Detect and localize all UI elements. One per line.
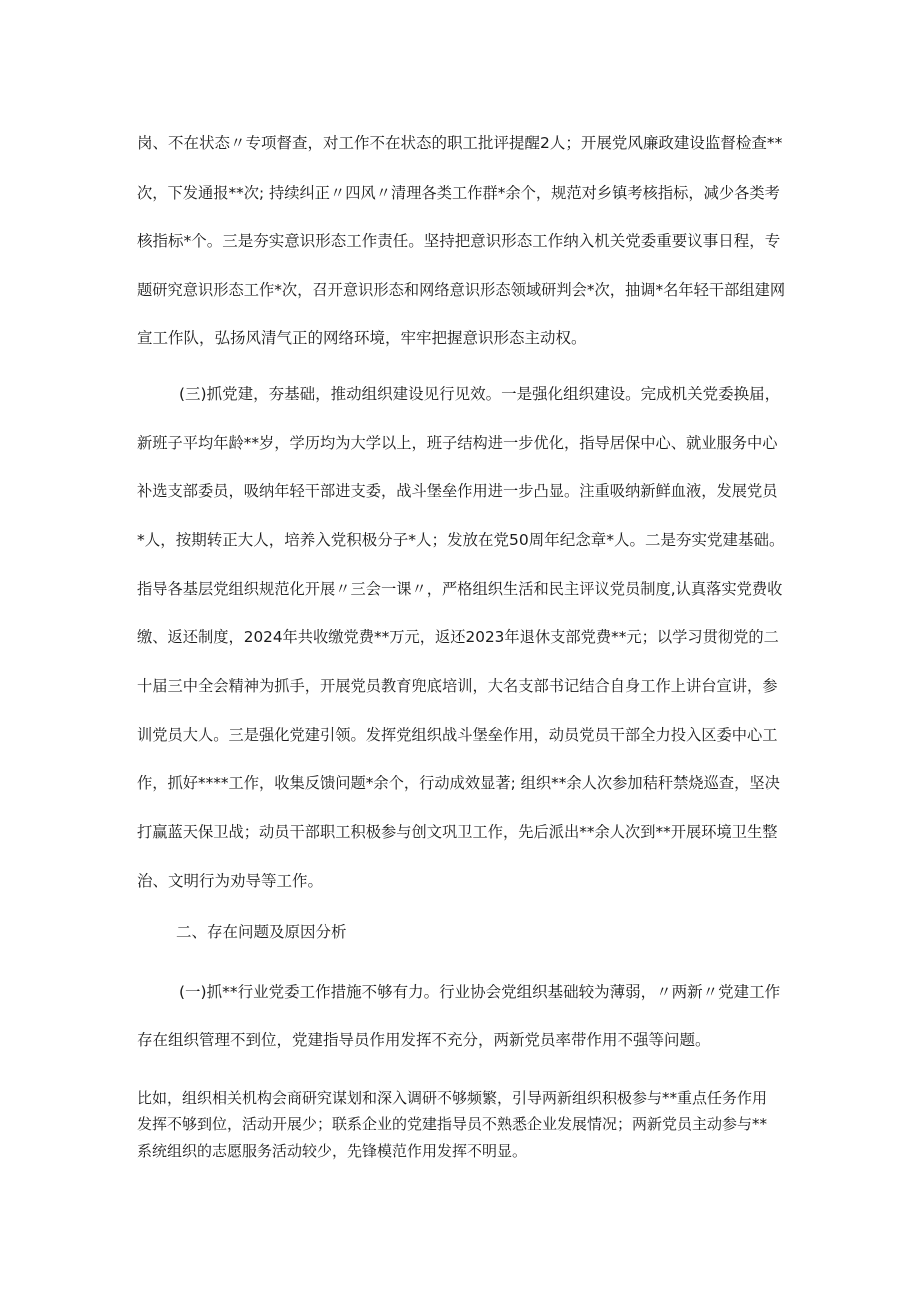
paragraph-line: 岗、不在状态〃专项督查，对工作不在状态的职工批评提醒2人；开展党风廉政建设监督检查** bbox=[137, 134, 783, 152]
paragraph-line: 核指标*个。三是夯实意识形态工作责任。坚持把意识形态工作纳入机关党委重要议事日程，专 bbox=[137, 232, 781, 250]
paragraph-line: (三)抓党建，夯基础，推动组织建设见行见效。一是强化组织建设。完成机关党委换届， bbox=[179, 385, 781, 403]
paragraph-line: 次，下发通报**次; 持续纠正〃四风〃清理各类工作群*余个，规范对乡镇考核指标，减少各类考 bbox=[137, 184, 780, 202]
paragraph-line: 治、文明行为劝导等工作。 bbox=[137, 872, 324, 890]
paragraph-line: (一)抓**行业党委工作措施不够有力。行业协会党组织基础较为薄弱，〃两新〃党建工作 bbox=[179, 983, 781, 1001]
paragraph-line: 训党员大人。三是强化党建引领。发挥党组织战斗堡垒作用，动员党员干部全力投入区委中心工 bbox=[137, 726, 778, 744]
paragraph-line: 补选支部委员，吸纳年轻干部进支委，战斗堡垒作用进一步凸显。注重吸纳新鲜血液，发展党员 bbox=[137, 482, 778, 500]
paragraph-line: 十届三中全会精神为抓手，开展党员教育兜底培训，大名支部书记结合自身工作上讲台宣讲，参 bbox=[137, 677, 778, 695]
paragraph-line: 指导各基层党组织规范化开展〃三会一课〃，严格组织生活和民主评议党员制度,认真落实党费收 bbox=[137, 580, 783, 598]
section-heading: 二、存在问题及原因分析 bbox=[176, 923, 347, 941]
paragraph-line: 比如，组织相关机构会商研究谋划和深入调研不够频繁，引导两新组织积极参与**重点任务作用 bbox=[137, 1089, 768, 1107]
paragraph-line: 宣工作队，弘扬风清气正的网络环境，牢牢把握意识形态主动权。 bbox=[137, 329, 587, 347]
paragraph-line: 发挥不够到位，活动开展少；联系企业的党建指导员不熟悉企业发展情况；两新党员主动参与** bbox=[137, 1115, 768, 1133]
paragraph-line: 存在组织管理不到位，党建指导员作用发挥不充分，两新党员率带作用不强等问题。 bbox=[137, 1031, 711, 1049]
paragraph-line: 题研究意识形态工作*次，召开意识形态和网络意识形态领域研判会*次，抽调*名年轻干部组建网 bbox=[137, 281, 786, 299]
paragraph-line: *人，按期转正大人，培养入党积极分子*人；发放在党50周年纪念章*人。二是夯实党建基础。 bbox=[137, 531, 785, 549]
paragraph-line: 打赢蓝天保卫战；动员干部职工积极参与创文巩卫工作，先后派出**余人次到**开展环境卫生整 bbox=[137, 823, 778, 841]
paragraph-line: 缴、返还制度，2024年共收缴党费**万元，返还2023年退休支部党费**元；以学习贯彻党的二 bbox=[137, 628, 779, 646]
paragraph-line: 作，抓好****工作，收集反馈问题*余个，行动成效显著; 组织**余人次参加秸秆禁烧巡查，坚决 bbox=[137, 774, 780, 792]
paragraph-line: 新班子平均年龄**岁，学历均为大学以上，班子结构进一步优化，指导居保中心、就业服务中心 bbox=[137, 434, 778, 452]
paragraph-line: 系统组织的志愿服务活动较少，先锋模范作用发挥不明显。 bbox=[137, 1142, 528, 1160]
